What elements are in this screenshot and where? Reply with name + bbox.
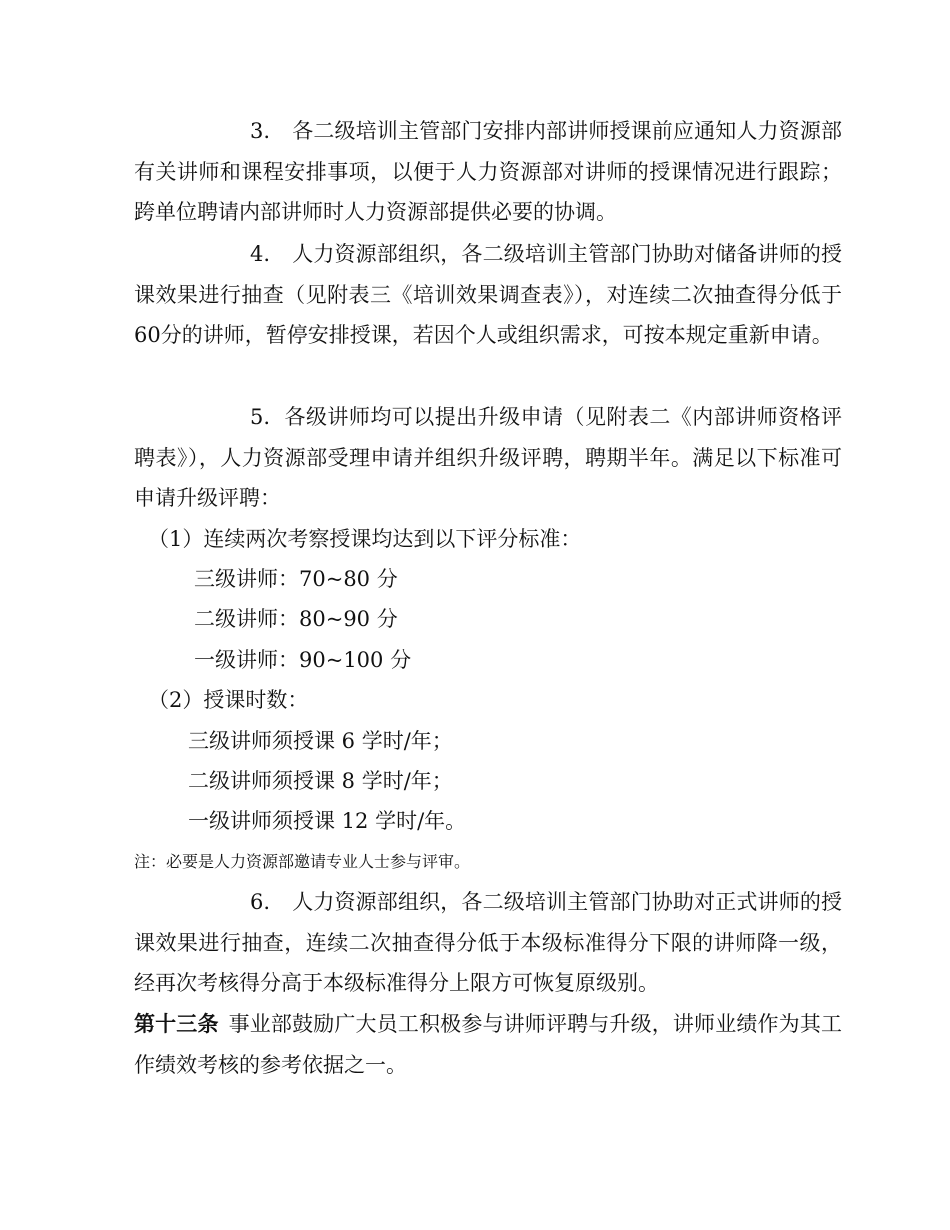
- criteria-1-level-2: 二级讲师：80~90 分: [194, 607, 398, 631]
- item-4-text: 人力资源部组织，各二级培训主管部门协助对储备讲师的授课效果进行抽查（见附表三《培训效果调查表》），对连续二次抽查得分低于60分的讲师，暂停安排授课，若因个人或组织需求，可按本规定重新申请。: [134, 242, 842, 347]
- item-3-number: 3.: [250, 119, 271, 143]
- criteria-2-level-1: 一级讲师须授课 12 学时/年。: [188, 809, 467, 833]
- item-4-number: 4.: [250, 242, 271, 266]
- criteria-2-level-3: 三级讲师须授课 6 学时/年；: [188, 729, 453, 753]
- article-13-text: 事业部鼓励广大员工积极参与讲师评聘与升级，讲师业绩作为其工作绩效考核的参考依据之一。: [134, 1012, 842, 1077]
- criteria-1-level-3: 三级讲师：70~80 分: [194, 567, 398, 591]
- item-3-text: 各二级培训主管部门安排内部讲师授课前应通知人力资源部有关讲师和课程安排事项，以便于人力资源部对讲师的授课情况进行跟踪；跨单位聘请内部讲师时人力资源部提供必要的协调。: [134, 119, 842, 224]
- item-3-paragraph: [134, 111, 842, 233]
- item-4-paragraph: [134, 234, 842, 356]
- criteria-1-level-1: 一级讲师：90~100 分: [194, 648, 412, 672]
- note-text: 注：必要是人力资源部邀请专业人士参与评审。: [134, 852, 471, 871]
- item-5-text: 各级讲师均可以提出升级申请（见附表二《内部讲师资格评聘表》），人力资源部受理申请并组织升级评聘，聘期半年。满足以下标准可申请升级评聘：: [134, 405, 842, 510]
- criteria-1-title: （1）连续两次考察授课均达到以下评分标准：: [148, 527, 582, 551]
- item-5-paragraph: [134, 397, 842, 519]
- item-5-number: 5.: [250, 405, 271, 429]
- item-6-number: 6.: [250, 890, 271, 914]
- criteria-2-level-2: 二级讲师须授课 8 学时/年；: [188, 769, 453, 793]
- item-6-text: 人力资源部组织，各二级培训主管部门协助对正式讲师的授课效果进行抽查，连续二次抽查得分低于本级标准得分下限的讲师降一级，经再次考核得分高于本级标准得分上限方可恢复原级别。: [134, 890, 842, 995]
- article-13-paragraph: [134, 1004, 842, 1085]
- article-13-heading: 第十三条: [134, 1012, 219, 1036]
- criteria-2-title: （2）授课时数：: [148, 688, 309, 712]
- item-6-paragraph: [134, 882, 842, 1004]
